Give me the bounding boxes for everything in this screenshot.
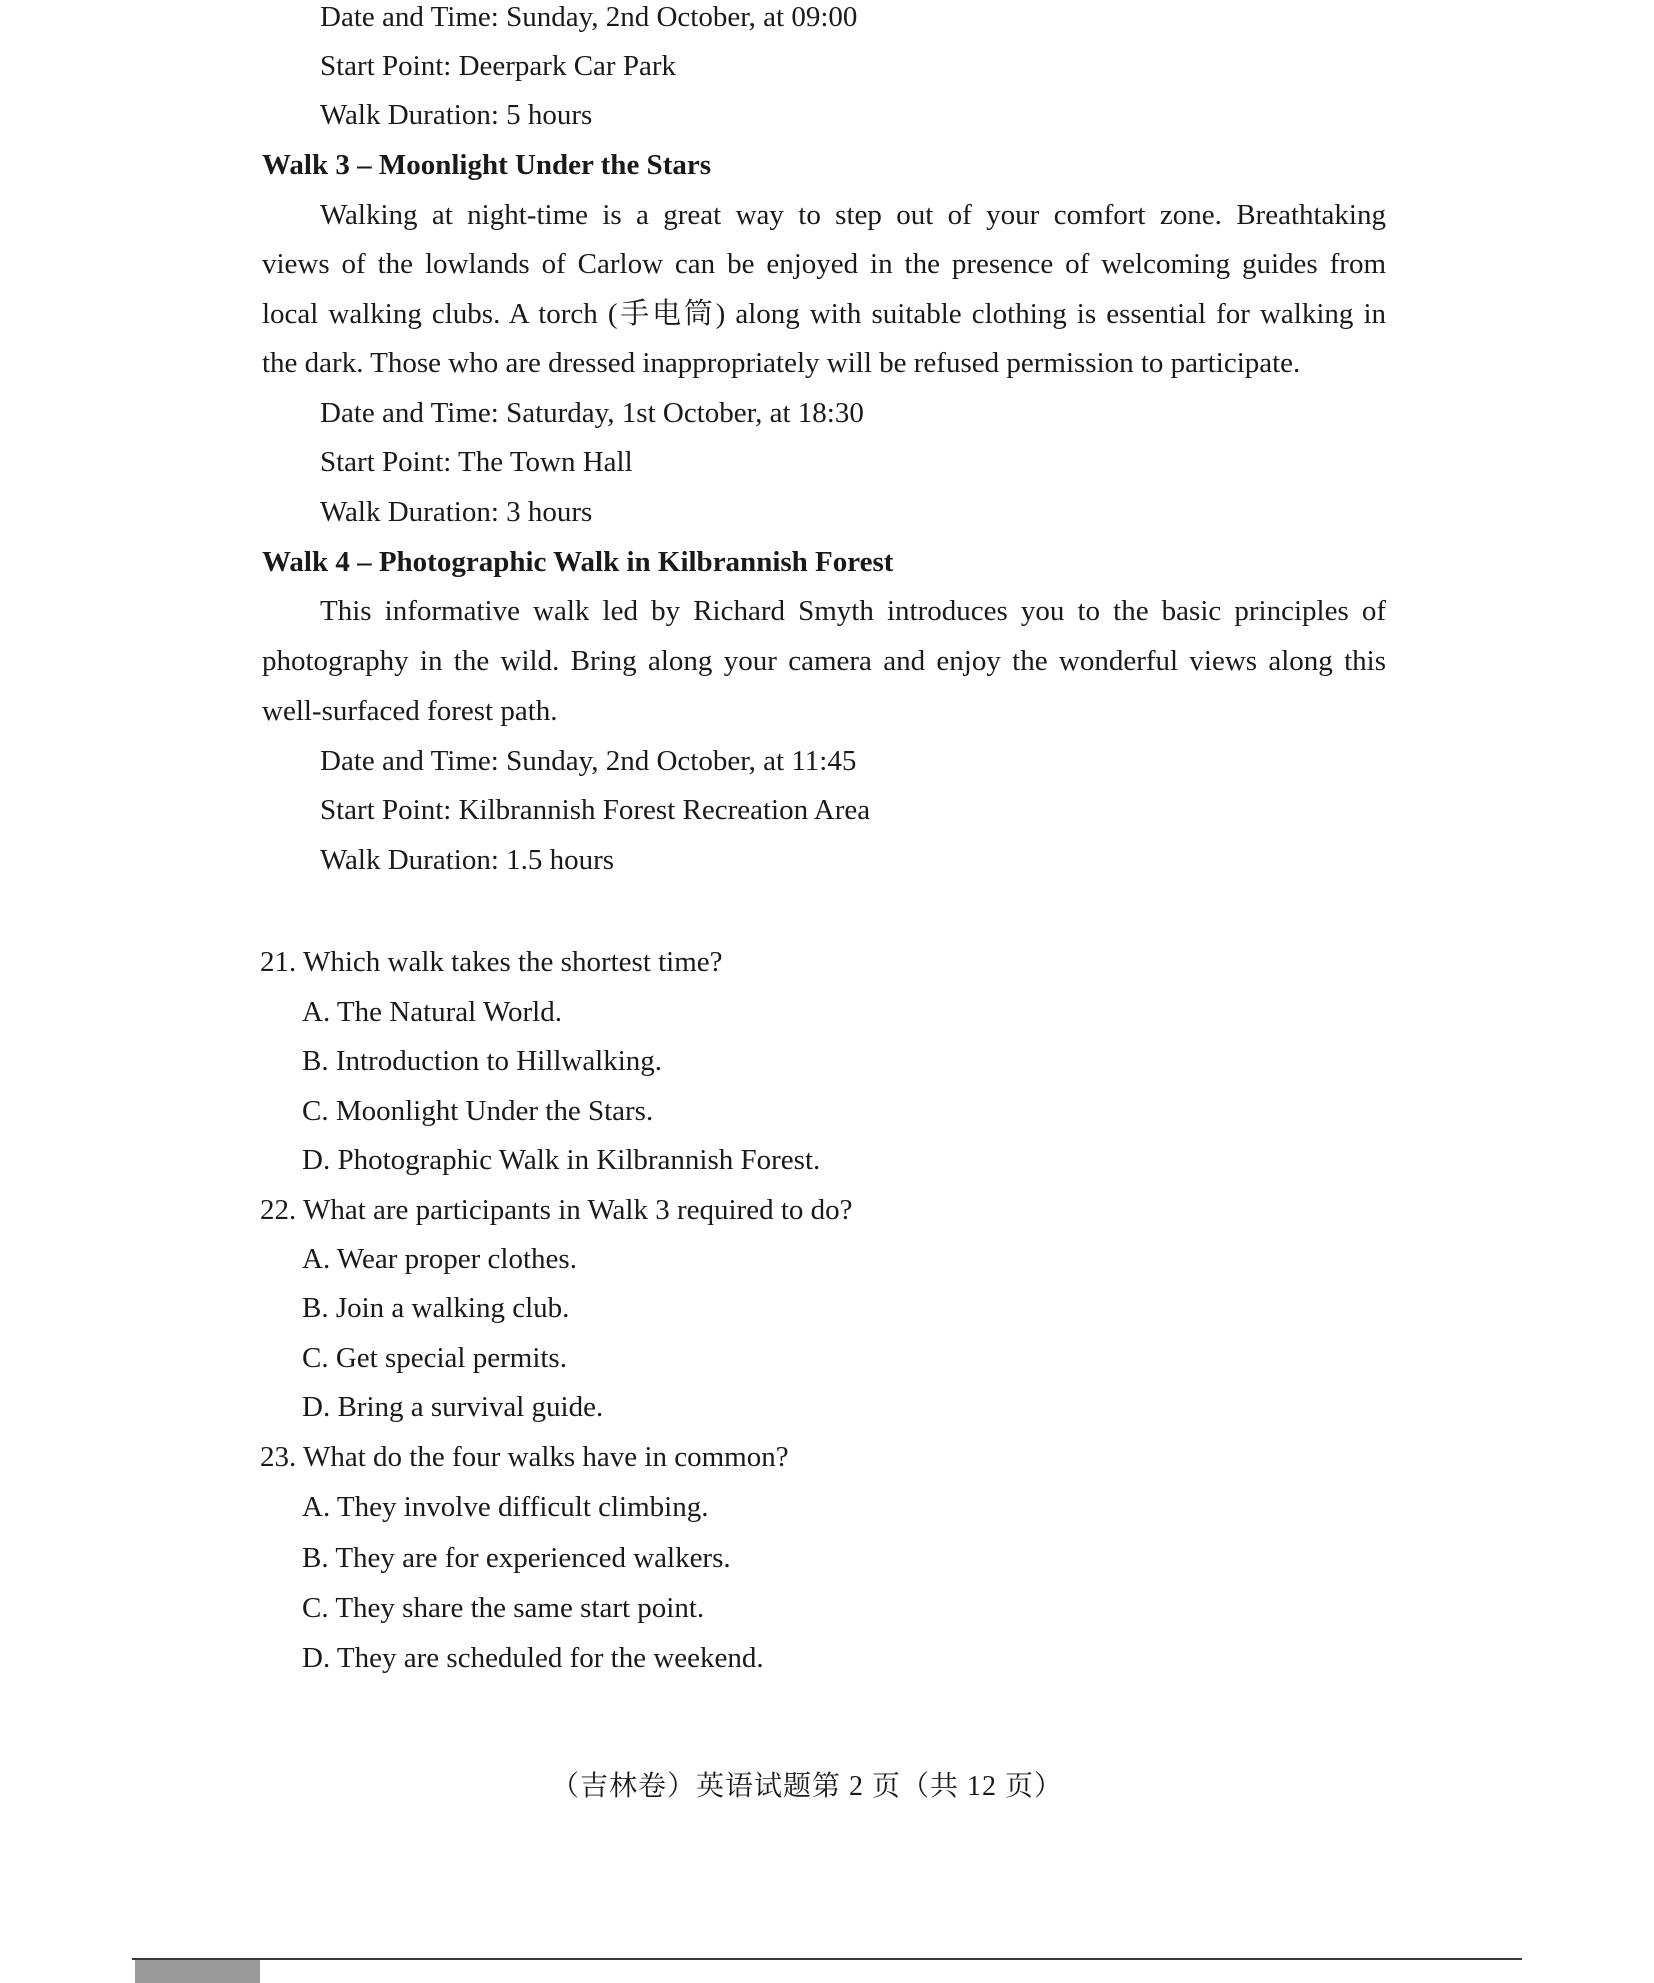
walk2-start-point: Start Point: Deerpark Car Park	[320, 50, 676, 82]
walk3-paragraph-line: local walking clubs. A torch (手电筒) along with suitable clothing is essential for walking in	[262, 298, 1386, 330]
walk3-duration: Walk Duration: 3 hours	[320, 496, 593, 528]
walk4-start-point: Start Point: Kilbrannish Forest Recreation Area	[320, 794, 871, 826]
walk4-paragraph-line: well-surfaced forest path.	[262, 695, 558, 727]
walk4-heading: Walk 4 – Photographic Walk in Kilbrannish Forest	[262, 546, 894, 578]
page-footer: （吉林卷）英语试题第 2 页（共 12 页）	[550, 1771, 1063, 1802]
option-23-c: C. They share the same start point.	[302, 1592, 705, 1624]
option-21-b: B. Introduction to Hillwalking.	[302, 1045, 663, 1077]
walk3-paragraph-line: views of the lowlands of Carlow can be enjoyed in the presence of welcoming guides from	[262, 248, 1386, 280]
option-22-a: A. Wear proper clothes.	[302, 1243, 577, 1275]
walk3-date-time: Date and Time: Saturday, 1st October, at 18:30	[320, 397, 864, 429]
option-22-d: D. Bring a survival guide.	[302, 1391, 604, 1423]
walk3-heading: Walk 3 – Moonlight Under the Stars	[262, 149, 712, 181]
walk3-paragraph-line: Walking at night-time is a great way to step out of your comfort zone. Breathtaking	[320, 199, 1386, 231]
walk4-paragraph-line: photography in the wild. Bring along your camera and enjoy the wonderful views along this	[262, 645, 1386, 677]
option-23-d: D. They are scheduled for the weekend.	[302, 1642, 764, 1674]
option-22-b: B. Join a walking club.	[302, 1292, 570, 1324]
option-21-d: D. Photographic Walk in Kilbrannish Forest.	[302, 1144, 821, 1176]
walk2-duration: Walk Duration: 5 hours	[320, 99, 593, 131]
question-stem-23: 23. What do the four walks have in common?	[260, 1441, 789, 1473]
option-21-c: C. Moonlight Under the Stars.	[302, 1095, 654, 1127]
walk3-paragraph-line: the dark. Those who are dressed inappropriately will be refused permission to participate.	[262, 347, 1301, 379]
option-23-b: B. They are for experienced walkers.	[302, 1542, 731, 1574]
bottom-divider	[132, 1958, 1522, 1960]
walk3-start-point: Start Point: The Town Hall	[320, 446, 633, 478]
option-21-a: A. The Natural World.	[302, 996, 562, 1028]
question-stem-22: 22. What are participants in Walk 3 required to do?	[260, 1194, 853, 1226]
option-23-a: A. They involve difficult climbing.	[302, 1491, 709, 1523]
bottom-page-tab	[135, 1960, 260, 1983]
walk4-duration: Walk Duration: 1.5 hours	[320, 844, 615, 876]
question-stem-21: 21. Which walk takes the shortest time?	[260, 946, 723, 978]
walk4-date-time: Date and Time: Sunday, 2nd October, at 11:45	[320, 745, 857, 777]
option-22-c: C. Get special permits.	[302, 1342, 567, 1374]
walk4-paragraph-line: This informative walk led by Richard Smyth introduces you to the basic principles of	[320, 595, 1386, 627]
walk2-date-time: Date and Time: Sunday, 2nd October, at 09:00	[320, 1, 858, 33]
